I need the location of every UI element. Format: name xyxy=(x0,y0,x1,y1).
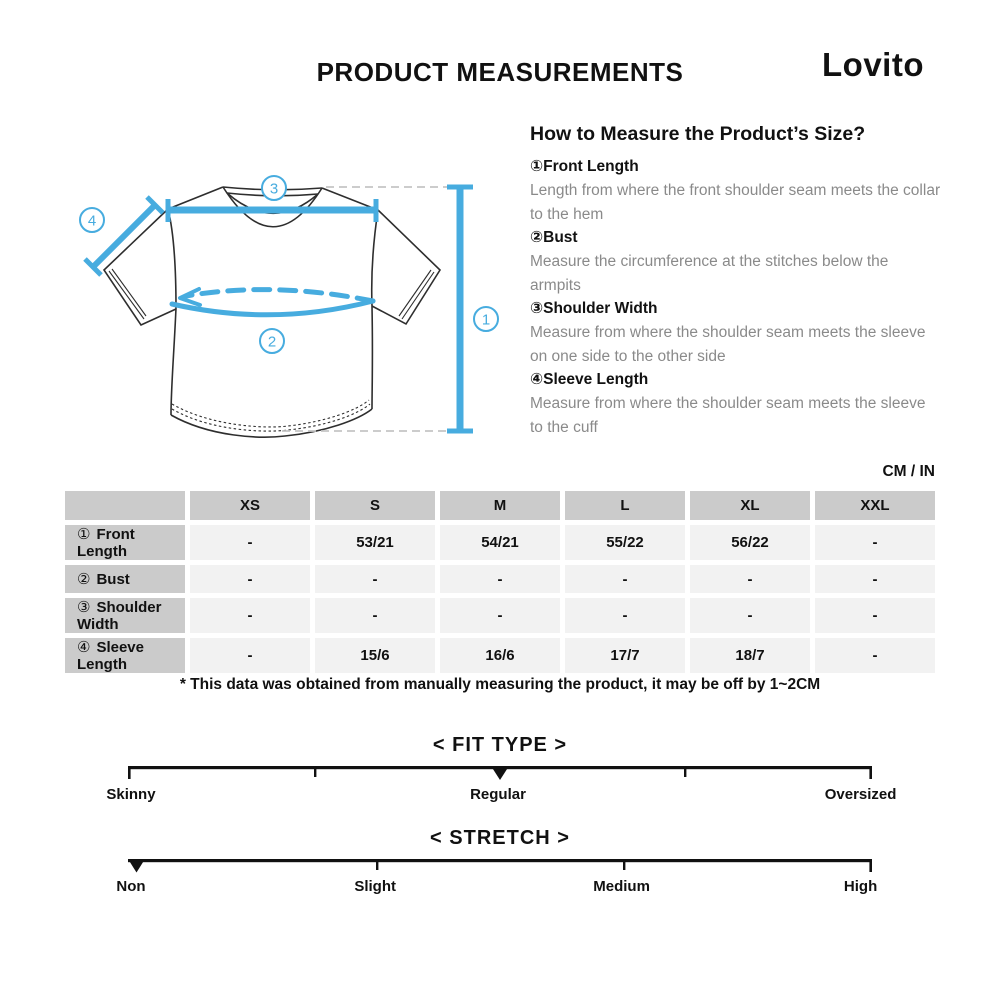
how-to-measure-heading: How to Measure the Product’s Size? xyxy=(530,123,866,145)
cell-value: 53/21 xyxy=(315,525,435,560)
callout-number-3: 3 xyxy=(269,180,279,198)
cell-value: 17/7 xyxy=(565,638,685,673)
cell-value: - xyxy=(315,565,435,593)
item-number: ② xyxy=(530,229,544,246)
table-row xyxy=(65,525,935,560)
item-description: Measure from where the shoulder seam meets the sleeve on one side to the other side xyxy=(530,324,926,365)
cell-value: - xyxy=(190,598,310,633)
cell-value: - xyxy=(690,565,810,593)
item-number: ① xyxy=(530,158,544,175)
table-corner-cell xyxy=(65,491,185,520)
fit-type-scale xyxy=(128,766,872,782)
bust-measure-ellipse xyxy=(172,301,373,315)
cell-value: 16/6 xyxy=(440,638,560,673)
row-label-front-length: ① Front Length xyxy=(65,525,185,560)
callout-number-4: 4 xyxy=(87,212,97,230)
cell-value: - xyxy=(565,598,685,633)
cell-value: 54/21 xyxy=(440,525,560,560)
cell-value: - xyxy=(815,525,935,560)
cell-value: - xyxy=(815,565,935,593)
cell-value: 55/22 xyxy=(565,525,685,560)
stretch-marker-icon xyxy=(128,859,145,873)
fit-label-regular: Regular xyxy=(470,786,526,803)
size-header-m: M xyxy=(440,491,560,520)
how-to-measure-section xyxy=(530,123,942,439)
cell-value: 56/22 xyxy=(690,525,810,560)
measure-item-sleeve-length xyxy=(530,368,942,439)
size-header-s: S xyxy=(315,491,435,520)
callout-number-1: 1 xyxy=(481,311,491,329)
table-row xyxy=(65,598,935,633)
cell-value: - xyxy=(815,638,935,673)
size-header-l: L xyxy=(565,491,685,520)
stretch-labels xyxy=(116,878,878,898)
tshirt-diagram xyxy=(60,148,510,483)
cell-value: - xyxy=(690,598,810,633)
guide-dashed-lines xyxy=(282,187,452,431)
cell-value: - xyxy=(815,598,935,633)
fit-type-labels xyxy=(106,786,897,806)
item-description: Measure the circumference at the stitches below the armpits xyxy=(530,253,889,294)
item-description: Length from where the front shoulder seam meets the collar to the hem xyxy=(530,182,941,223)
tshirt-outline xyxy=(104,187,440,437)
cell-value: 15/6 xyxy=(315,638,435,673)
cell-value: - xyxy=(440,598,560,633)
cell-value: - xyxy=(190,638,310,673)
row-label-sleeve-length: ④ Sleeve Length xyxy=(65,638,185,673)
stretch-label-high: High xyxy=(843,878,878,895)
item-name: Front Length xyxy=(543,158,639,175)
cell-value: - xyxy=(315,598,435,633)
item-name: Bust xyxy=(543,229,578,246)
size-header-xs: XS xyxy=(190,491,310,520)
measurements-table xyxy=(60,486,940,678)
units-label: CM / IN xyxy=(882,463,935,480)
item-number: ③ xyxy=(530,300,544,317)
measure-item-front-length xyxy=(530,155,942,226)
fit-label-skinny: Skinny xyxy=(106,786,156,803)
fit-label-oversized: Oversized xyxy=(824,786,897,803)
size-header-xxl: XXL xyxy=(815,491,935,520)
callout-number-2: 2 xyxy=(267,333,277,351)
page-title: PRODUCT MEASUREMENTS xyxy=(316,57,684,87)
stretch-heading: < STRETCH > xyxy=(430,827,570,849)
stretch-scale xyxy=(128,859,872,875)
cell-value: - xyxy=(440,565,560,593)
cell-value: - xyxy=(565,565,685,593)
item-description: Measure from where the shoulder seam meets the sleeve to the cuff xyxy=(530,395,926,436)
stretch-label-slight: Slight xyxy=(354,878,396,895)
measure-item-bust xyxy=(530,226,942,297)
brand-logo: Lovito xyxy=(822,46,924,83)
table-row xyxy=(65,638,935,673)
stretch-label-medium: Medium xyxy=(593,878,650,895)
fit-type-marker-icon xyxy=(491,766,509,780)
table-row xyxy=(65,565,935,593)
row-label-shoulder-width: ③ Shoulder Width xyxy=(65,598,185,633)
item-name: Sleeve Length xyxy=(543,371,649,388)
measure-item-shoulder-width xyxy=(530,297,942,368)
tshirt-diagram-svg xyxy=(60,148,510,483)
stretch-label-non: Non xyxy=(116,878,146,895)
fit-type-heading: < FIT TYPE > xyxy=(432,734,568,756)
item-number: ④ xyxy=(530,371,544,388)
item-name: Shoulder Width xyxy=(543,300,658,317)
cell-value: 18/7 xyxy=(690,638,810,673)
row-label-bust: ② Bust xyxy=(65,565,185,593)
table-header-row xyxy=(65,491,935,520)
cell-value: - xyxy=(190,525,310,560)
measurement-disclaimer: * This data was obtained from manually measuring the product, it may be off by 1~2CM xyxy=(179,676,821,693)
size-header-xl: XL xyxy=(690,491,810,520)
cell-value: - xyxy=(190,565,310,593)
